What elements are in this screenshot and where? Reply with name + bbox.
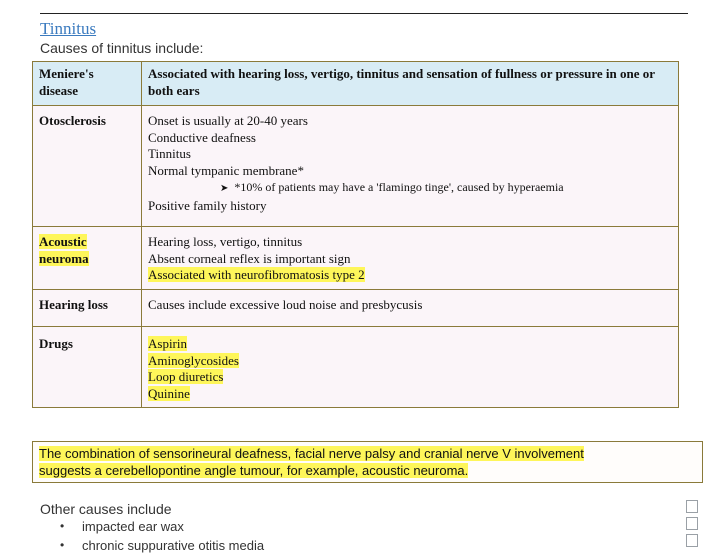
- desc-line: Positive family history: [148, 197, 267, 213]
- row-desc-hearing-loss: Causes include excessive loud noise and presbycusis: [142, 290, 679, 327]
- table-row-menieres: [33, 62, 679, 106]
- row-desc-menieres: Associated with hearing loss, vertigo, tinnitus and sensation of fullness or pressure in one or both ears: [142, 62, 679, 106]
- row-label-drugs: Drugs: [33, 327, 142, 408]
- desc-line-highlighted: Associated with neurofibromatosis type 2: [148, 267, 365, 282]
- section-subtitle: Causes of tinnitus include:: [40, 40, 204, 56]
- drug-item: Loop diuretics: [148, 369, 224, 384]
- bullet-icon: •: [60, 519, 65, 533]
- row-label-otosclerosis: Otosclerosis: [33, 106, 142, 227]
- row-desc-acoustic-neuroma: [142, 227, 679, 290]
- causes-table: [32, 61, 679, 408]
- desc-line: Conductive deafness: [148, 129, 256, 145]
- checkbox[interactable]: [686, 534, 698, 547]
- table-row-hearing-loss: [33, 290, 679, 327]
- row-label-menieres: [33, 62, 142, 106]
- bullet-icon: •: [60, 538, 65, 552]
- table-row-otosclerosis: [33, 106, 679, 227]
- arrow-bullet-icon: ➤: [220, 183, 229, 194]
- table-row-drugs: [33, 327, 679, 408]
- callout-line: The combination of sensorineural deafness, facial nerve palsy and cranial nerve V involvement: [39, 446, 584, 461]
- desc-line: Hearing loss, vertigo, tinnitus: [148, 234, 303, 249]
- sub-note-text: *10% of patients may have a 'flamingo tinge', caused by hyperaemia: [234, 180, 564, 194]
- callout-text: [39, 445, 698, 479]
- drug-item: Quinine: [148, 385, 190, 401]
- sub-note: [148, 179, 672, 198]
- callout-box: [32, 441, 703, 483]
- desc-line: Tinnitus: [148, 146, 191, 161]
- row-desc-otosclerosis: [142, 106, 679, 227]
- list-item: [40, 536, 264, 555]
- drug-item: Aminoglycosides: [148, 352, 239, 368]
- label-line: Acoustic: [39, 234, 87, 249]
- checkbox[interactable]: [686, 517, 698, 530]
- other-causes-list: [40, 517, 264, 555]
- checkbox[interactable]: [686, 500, 698, 513]
- page-title[interactable]: Tinnitus: [40, 19, 97, 38]
- row-desc-drugs: [142, 327, 679, 408]
- checkbox-column: [686, 500, 698, 551]
- top-rule: [40, 13, 688, 14]
- list-item-text: chronic suppurative otitis media: [82, 538, 265, 553]
- desc-line: Normal tympanic membrane*: [148, 162, 304, 178]
- row-label-acoustic-neuroma: [33, 227, 142, 290]
- other-causes-title: Other causes include: [40, 501, 172, 517]
- callout-line: suggests a cerebellopontine angle tumour, for example, acoustic neuroma.: [39, 463, 469, 478]
- label-line: Meniere's: [39, 66, 94, 81]
- label-line: neuroma: [39, 250, 89, 266]
- drug-item: Aspirin: [148, 336, 187, 351]
- desc-line: Absent corneal reflex is important sign: [148, 250, 351, 266]
- label-line: disease: [39, 82, 78, 98]
- table-row-acoustic-neuroma: [33, 227, 679, 290]
- desc-line: Onset is usually at 20-40 years: [148, 113, 308, 128]
- list-item: [40, 517, 264, 536]
- list-item-text: impacted ear wax: [82, 519, 184, 534]
- row-label-hearing-loss: Hearing loss: [33, 290, 142, 327]
